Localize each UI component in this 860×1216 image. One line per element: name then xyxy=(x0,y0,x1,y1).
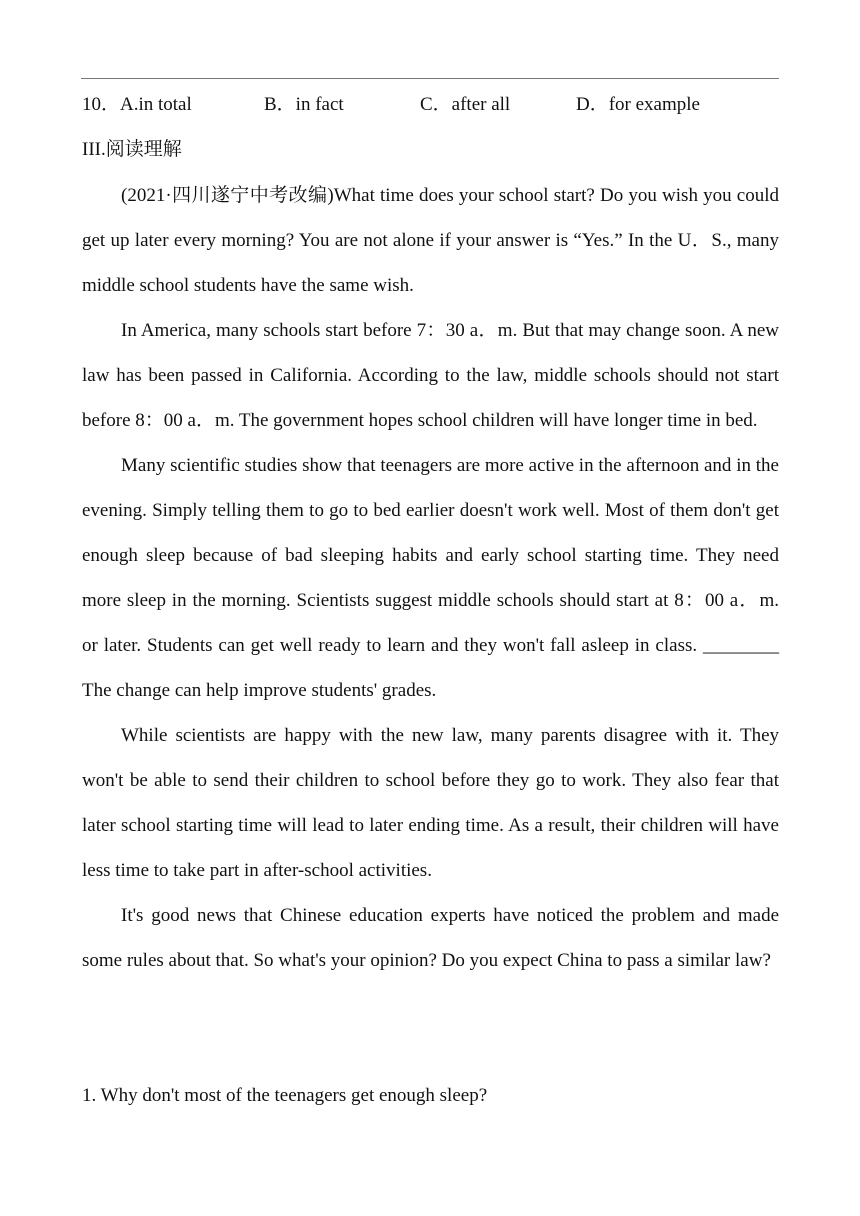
passage-paragraph: It's good news that Chinese education experts have noticed the problem and made some rules about that. So what's your opinion? Do you expect China to pass a similar law? xyxy=(82,905,779,971)
question-10-options xyxy=(82,93,782,117)
passage-paragraph: In America, many schools start before 7：30 a．m. But that may change soon. A new law has been passed in California. According to the law, middle schools should not start before 8：00 a．m. The government hopes school children will have longer time in bed. xyxy=(82,320,779,431)
passage-paragraph: While scientists are happy with the new law, many parents disagree with it. They won't be able to send their children to school before they go to work. They also fear that later school starting time will lead to later ending time. As a result, their children will have less time to take part in after-school activities. xyxy=(82,725,779,881)
option-c: C．after all xyxy=(420,94,511,115)
reading-passage xyxy=(82,173,779,983)
question-1: 1. Why don't most of the teenagers get enough sleep? xyxy=(82,1085,488,1106)
passage-paragraph: Many scientific studies show that teenagers are more active in the afternoon and in the evening. Simply telling them to go to bed earlier doesn't work well. Most of them don't get enough sleep because of bad sleeping habits and early school starting time. They need more sleep in the morning. Scientists suggest middle schools should start at 8：00 a．m. or later. Students can get well ready to learn and they won't fall asleep in class. ________ The change can help improve students' grades. xyxy=(82,455,779,701)
section-title: III.阅读理解 xyxy=(82,139,182,160)
option-b: B．in fact xyxy=(264,94,344,115)
passage-paragraph: (2021·四川遂宁中考改编)What time does your school start? Do you wish you could get up later every morning? You are not alone if your answer is “Yes.” In the U．S., many middle school students have the same wish. xyxy=(82,185,779,296)
option-d: D．for example xyxy=(576,94,700,115)
header-rule xyxy=(81,78,779,79)
option-a: 10．A.in total xyxy=(82,94,192,115)
